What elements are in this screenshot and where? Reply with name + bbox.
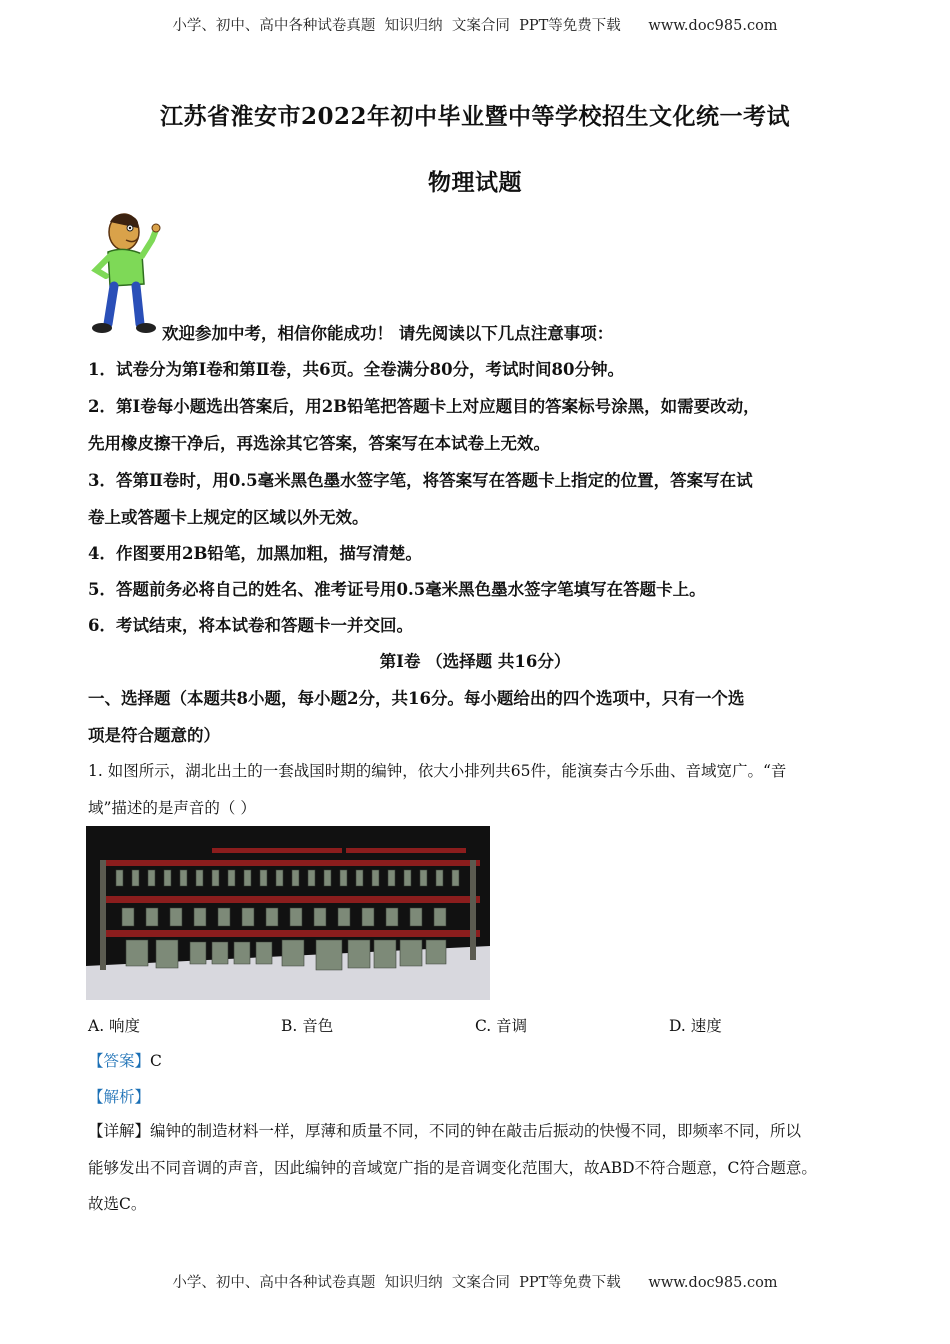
option-c: C. 音调 bbox=[475, 1017, 528, 1035]
exam-subtitle: 物理试题 bbox=[428, 169, 522, 196]
part-heading: 项是符合题意的） bbox=[88, 726, 220, 745]
answer-line bbox=[88, 1049, 868, 1071]
question-text: 1. 如图所示，湖北出土的一套战国时期的编钟，依大小排列共65件，能演奏古今乐曲、音域宽广。“音 bbox=[88, 762, 787, 780]
part-heading: 一、选择题（本题共8小题，每小题2分，共16分。每小题给出的四个选项中，只有一个选 bbox=[88, 689, 745, 708]
section-title: 第Ⅰ卷 （选择题 共16分） bbox=[379, 652, 571, 671]
option-b: B. 音色 bbox=[281, 1017, 334, 1035]
note-line: 1．试卷分为第Ⅰ卷和第Ⅱ卷，共6页。全卷满分80分，考试时间80分钟。 bbox=[88, 360, 625, 379]
analysis-line bbox=[88, 1085, 868, 1107]
note-line: 2．第Ⅰ卷每小题选出答案后，用2B铅笔把答题卡上对应题目的答案标号涂黑，如需要改动， bbox=[88, 397, 760, 416]
detail-tag: 【详解】 bbox=[88, 1122, 151, 1140]
note-line: 卷上或答题卡上规定的区域以外无效。 bbox=[88, 508, 369, 527]
page-header: 小学、初中、高中各种试卷真题 知识归纳 文案合同 PPT等免费下载 www.doc985.com bbox=[172, 18, 778, 34]
answer-value: C bbox=[150, 1052, 162, 1070]
note-line: 6．考试结束，将本试卷和答题卡一并交回。 bbox=[88, 616, 413, 635]
detail-text: 能够发出不同音调的声音，因此编钟的音域宽广指的是音调变化范围大，故ABD不符合题意，C符合题意。 bbox=[88, 1159, 817, 1177]
cartoon-mascot-image bbox=[86, 210, 166, 340]
note-line: 先用橡皮擦干净后，再选涂其它答案，答案写在本试卷上无效。 bbox=[88, 434, 550, 453]
page-footer: 小学、初中、高中各种试卷真题 知识归纳 文案合同 PPT等免费下载 www.doc985.com bbox=[172, 1275, 778, 1291]
question-text: 域”描述的是声音的（ ） bbox=[88, 799, 256, 817]
answer-tag: 【答案】 bbox=[88, 1052, 151, 1070]
note-line: 5．答题前务必将自己的姓名、准考证号用0.5毫米黑色墨水签字笔填写在答题卡上。 bbox=[88, 580, 706, 599]
analysis-tag: 【解析】 bbox=[88, 1088, 151, 1106]
option-a: A. 响度 bbox=[88, 1017, 141, 1035]
detail-text: 故选C。 bbox=[88, 1195, 147, 1213]
detail-text: 编钟的制造材料一样，厚薄和质量不同，不同的钟在敲击后振动的快慢不同，即频率不同，所以 bbox=[150, 1122, 802, 1140]
chime-bells-image bbox=[86, 826, 490, 1000]
exam-title: 江苏省淮安市2022年初中毕业暨中等学校招生文化统一考试 bbox=[159, 103, 790, 130]
note-line: 4．作图要用2B铅笔，加黑加粗，描写清楚。 bbox=[88, 544, 422, 563]
detail-line bbox=[88, 1119, 868, 1141]
note-line: 3．答第Ⅱ卷时，用0.5毫米黑色墨水签字笔，将答案写在答题卡上指定的位置，答案写在试 bbox=[88, 471, 753, 490]
option-d: D. 速度 bbox=[669, 1017, 722, 1035]
welcome-text: 欢迎参加中考，相信你能成功！ 请先阅读以下几点注意事项： bbox=[162, 324, 614, 343]
